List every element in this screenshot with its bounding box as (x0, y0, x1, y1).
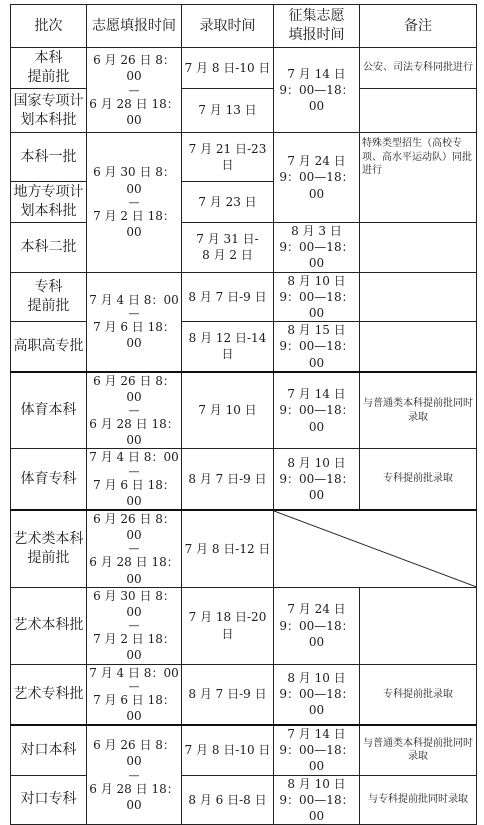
fill-end: 6 月 28 日 18：00 (89, 781, 179, 812)
remark-cell (360, 587, 477, 664)
collect-date: 8 月 3 日 (291, 224, 342, 238)
collect-time-cell (274, 664, 360, 725)
table-row (11, 48, 477, 89)
collect-time-cell (274, 48, 360, 133)
admit-time-cell (182, 223, 274, 273)
collect-date: 7 月 14 日 (287, 387, 346, 402)
fill-start: 6 月 26 日 8：00 (93, 373, 175, 404)
collect-time-cell (274, 372, 360, 449)
table-row (11, 664, 477, 725)
collect-time-cell (274, 587, 360, 664)
remark-cell: 公安、司法专科同批进行 (360, 48, 477, 89)
fill-time-cell (87, 725, 182, 825)
collect-date: 8 月 15 日 (287, 323, 346, 338)
batch-cell: 艺术专科批 (11, 664, 87, 725)
batch-cell: 本科一批 (11, 133, 87, 182)
dash: — (128, 83, 140, 97)
fill-start: 6 月 26 日 8：00 (93, 738, 175, 769)
diagonal-line (274, 511, 476, 587)
admit-line: 8 月 2 日 (202, 248, 253, 263)
collect-time: 9：00—18：00 (279, 82, 354, 114)
batch-line: 提前批 (27, 69, 70, 85)
fill-start: 6 月 26 日 8：00 (93, 512, 175, 543)
fill-start: 7 月 4 日 8：00 (89, 665, 179, 680)
admit-time-cell: 8 月 6 日-8 日 (182, 775, 274, 825)
dash: — (128, 679, 140, 693)
collect-date: 7 月 24 日 (287, 154, 346, 169)
admit-time-cell: 7 月 8 日-12 日 (182, 510, 274, 587)
admit-time-cell: 7 月 21 日-23 日 (182, 133, 274, 182)
remark-cell (360, 89, 477, 133)
fill-time-cell (87, 272, 182, 372)
header-batch: 批次 (11, 5, 87, 48)
collect-time-cell (274, 775, 360, 825)
dash: — (128, 195, 140, 209)
fill-time-cell (87, 664, 182, 725)
batch-cell: 体育本科 (11, 372, 87, 449)
remark-cell (360, 223, 477, 273)
fill-end: 6 月 28 日 18：00 (89, 417, 179, 448)
fill-start: 7 月 4 日 8：00 (89, 450, 179, 465)
batch-cell: 对口本科 (11, 725, 87, 775)
collect-date: 8 月 10 日 (287, 273, 346, 288)
admit-time-cell: 7 月 23 日 (182, 182, 274, 223)
table-row (11, 775, 477, 825)
collect-time-cell (274, 223, 360, 273)
admission-schedule-table (10, 4, 477, 825)
collect-time: 9：00—18：00 (279, 743, 354, 774)
collect-time: 9：00—18：00 (279, 170, 354, 201)
admit-line: 7 月 31 日- (196, 232, 259, 247)
dash: — (128, 542, 140, 556)
batch-line: 国家专项计 (13, 92, 84, 109)
collect-time-cell (274, 272, 360, 322)
fill-end: 7 月 2 日 18：00 (93, 208, 175, 239)
admit-time-cell: 7 月 8 日-10 日 (182, 725, 274, 775)
collect-date: 7 月 24 日 (287, 602, 346, 617)
batch-line: 专科 (34, 278, 63, 295)
remark-cell: 与专科提前批同时录取 (360, 775, 477, 825)
remark-cell (360, 272, 477, 322)
empty-diagonal-cell (274, 510, 477, 587)
dash: — (128, 464, 140, 478)
remark-cell: 专科提前批录取 (360, 664, 477, 725)
collect-time: 9：00—18：00 (279, 403, 354, 434)
table-row (11, 449, 477, 510)
fill-end: 7 月 2 日 18：00 (93, 632, 175, 663)
header-fill-time: 志愿填报时间 (87, 5, 182, 48)
collect-time-cell (274, 133, 360, 223)
admit-time-cell: 8 月 7 日-9 日 (182, 449, 274, 510)
fill-time-cell (87, 48, 182, 133)
collect-date: 7 月 14 日 (287, 727, 346, 742)
table-row (11, 272, 477, 322)
remark-cell: 特殊类型招生（高校专项、高水平运动队）同批进行 (360, 133, 477, 223)
fill-time-cell (87, 449, 182, 510)
table-row (11, 372, 477, 449)
collect-date: 8 月 10 日 (287, 455, 346, 470)
collect-date: 7 月 14 日 (287, 66, 346, 81)
fill-time-cell (87, 372, 182, 449)
dash: — (128, 768, 140, 782)
admit-time-cell: 7 月 10 日 (182, 372, 274, 449)
header-row (11, 5, 477, 48)
batch-line: 提前批 (27, 549, 70, 566)
table-row (11, 223, 477, 273)
fill-end: 7 月 6 日 18：00 (93, 320, 175, 351)
fill-end: 7 月 6 日 18：00 (93, 477, 175, 508)
table-row (11, 725, 477, 775)
admit-time-cell: 8 月 12 日-14 日 (182, 322, 274, 372)
remark-cell (360, 322, 477, 372)
collect-date: 8 月 10 日 (287, 776, 346, 791)
batch-cell: 高职高专批 (11, 322, 87, 372)
admit-time-cell: 7 月 8 日-10 日 (182, 48, 274, 89)
batch-line: 本科 (34, 50, 63, 67)
dash: — (128, 404, 140, 418)
fill-start: 6 月 26 日 8：00 (93, 53, 175, 84)
batch-cell (11, 272, 87, 322)
remark-cell: 专科提前批录取 (360, 449, 477, 510)
batch-line: 划本科批 (20, 111, 77, 128)
table-row (11, 133, 477, 182)
table-row (11, 89, 477, 133)
fill-start: 6 月 30 日 8：00 (93, 588, 175, 619)
remark-cell: 与普通类本科提前批同时录取 (360, 372, 477, 449)
batch-line: 地方专项计 (13, 184, 84, 201)
fill-time-cell (87, 510, 182, 587)
batch-cell (11, 182, 87, 223)
batch-cell: 对口专科 (11, 775, 87, 825)
batch-cell: 本科二批 (11, 223, 87, 273)
collect-time: 9：00—18：00 (279, 289, 354, 320)
collect-time-cell (274, 322, 360, 372)
fill-time-cell (87, 587, 182, 664)
batch-line: 艺术类本科 (13, 530, 84, 547)
header-collect-line1: 征集志愿 (288, 8, 345, 25)
batch-line: 划本科批 (20, 203, 77, 219)
collect-time: 9：00—18：00 (279, 792, 354, 823)
collect-time: 9：00—18：00 (279, 687, 354, 718)
batch-cell: 艺术本科批 (11, 587, 87, 664)
batch-cell (11, 48, 87, 89)
collect-date: 8 月 10 日 (287, 671, 346, 685)
dash: — (128, 619, 140, 633)
admit-time-cell: 8 月 7 日-9 日 (182, 272, 274, 322)
fill-start: 7 月 4 日 8：00 (89, 292, 179, 307)
fill-time-cell (87, 133, 182, 273)
batch-cell: 体育专科 (11, 449, 87, 510)
remark-cell: 与普通类本科提前批同时录取 (360, 725, 477, 775)
collect-time-cell (274, 725, 360, 775)
header-remark: 备注 (360, 5, 477, 48)
table-row (11, 322, 477, 372)
collect-time: 9：00—18：00 (279, 618, 354, 649)
admit-time-cell: 7 月 13 日 (182, 89, 274, 133)
fill-start: 6 月 30 日 8：00 (93, 165, 175, 196)
dash: — (128, 307, 140, 321)
batch-cell (11, 510, 87, 587)
collect-time-cell (274, 449, 360, 510)
collect-time: 9：00—18：00 (279, 339, 354, 370)
fill-end: 6 月 28 日 18：00 (89, 96, 179, 127)
table-row (11, 510, 477, 587)
header-collect-line2: 填报时间 (288, 27, 345, 43)
fill-end: 7 月 6 日 18：00 (93, 692, 175, 723)
admit-time-cell: 8 月 7 日-9 日 (182, 664, 274, 725)
fill-end: 6 月 28 日 18：00 (89, 555, 179, 586)
header-admit-time: 录取时间 (182, 5, 274, 48)
batch-line: 提前批 (27, 297, 70, 314)
collect-time: 9：00—18：00 (279, 472, 354, 503)
header-collect-time (274, 5, 360, 48)
collect-time: 9：00—18：00 (279, 240, 354, 271)
batch-cell (11, 89, 87, 133)
table-row (11, 587, 477, 664)
admit-time-cell: 7 月 18 日-20 日 (182, 587, 274, 664)
